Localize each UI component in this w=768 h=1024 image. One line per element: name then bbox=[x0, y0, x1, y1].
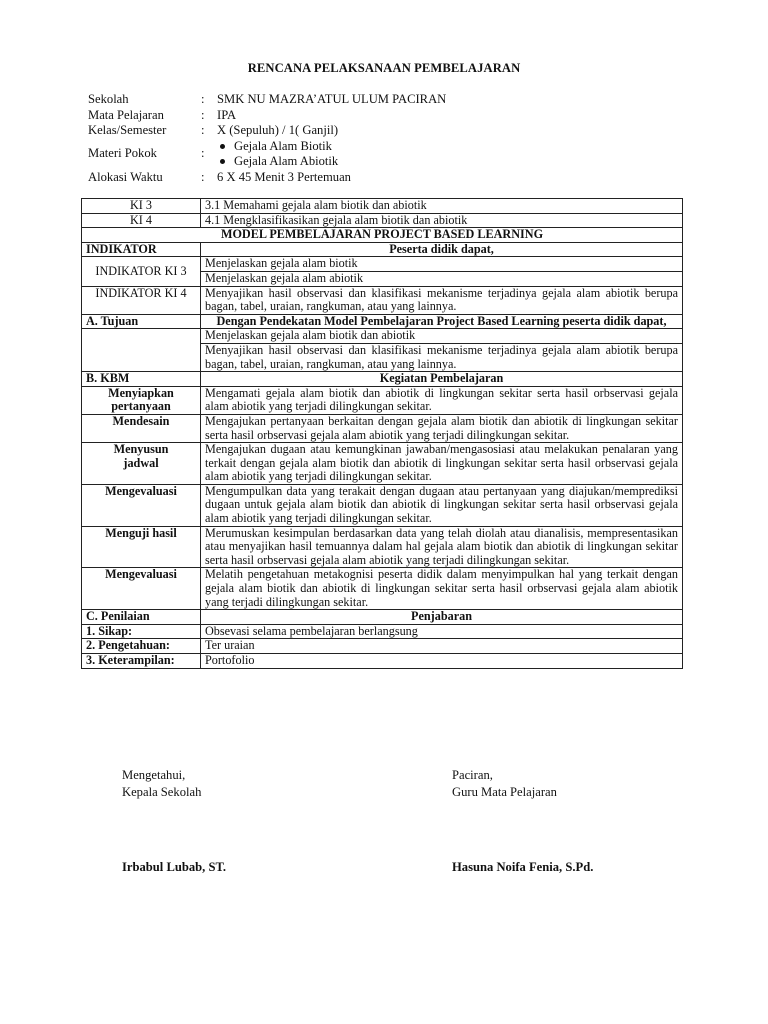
school-label: Sekolah bbox=[88, 92, 129, 106]
indikator-ki4-item: Menyajikan hasil observasi dan klasifikasi mekanisme terjadinya gejala alam abiotik berupa bagan, tabel, uraian, rangkuman, atau yang lainnya. bbox=[201, 286, 683, 314]
assessment-value: Ter uraian bbox=[201, 639, 683, 654]
colon: : bbox=[201, 92, 205, 106]
colon: : bbox=[201, 145, 205, 160]
colon: : bbox=[201, 107, 205, 122]
document-title: RENCANA PELAKSANAAN PEMBELAJARAN bbox=[247, 61, 521, 75]
assessment-value: Portofolio bbox=[201, 654, 683, 669]
kbm-step-row bbox=[82, 526, 683, 568]
kbm-step-row bbox=[82, 386, 683, 414]
class-label: Kelas/Semester bbox=[88, 123, 167, 137]
identity-block bbox=[88, 92, 688, 185]
kbm-header: Kegiatan Pembelajaran bbox=[201, 372, 683, 387]
colon: : bbox=[201, 123, 205, 137]
topic-row bbox=[88, 139, 688, 170]
penilaian-header-row bbox=[82, 610, 683, 625]
topic-list bbox=[219, 139, 338, 169]
class-value: X (Sepuluh) / 1( Ganjil) bbox=[217, 123, 339, 137]
kbm-step-text: Mengamati gejala alam biotik dan abiotik di lingkungan sekitar serta hasil orbservasi gejala alam abiotik yang terjadi dilingkungan sekitar. bbox=[201, 386, 683, 414]
assessment-row bbox=[82, 639, 683, 654]
class-row bbox=[88, 123, 688, 139]
time-value: 6 X 45 Menit 3 Pertemuan bbox=[217, 169, 351, 184]
teacher-title: Guru Mata Pelajaran bbox=[452, 785, 557, 799]
model-row bbox=[82, 228, 683, 243]
indikator-header-right: Peserta didik dapat, bbox=[201, 242, 683, 257]
indikator-ki4-label: INDIKATOR KI 4 bbox=[82, 286, 201, 314]
kbm-label: B. KBM bbox=[82, 372, 201, 387]
penilaian-header: Penjabaran bbox=[201, 610, 683, 625]
ki4-label: KI 4 bbox=[82, 213, 201, 228]
indikator-header: INDIKATOR bbox=[82, 242, 201, 257]
subject-value: IPA bbox=[217, 107, 237, 122]
kbm-header-row bbox=[82, 372, 683, 387]
topic-item: Gejala Alam Biotik bbox=[219, 139, 338, 154]
assessment-value: Obsevasi selama pembelajaran berlangsung bbox=[201, 624, 683, 639]
kbm-step-name: Menyusun jadwal bbox=[82, 443, 201, 485]
tujuan-item: Menjelaskan gejala alam biotik dan abiotik bbox=[201, 329, 683, 344]
kbm-step-text: Mengumpulkan data yang terakait dengan dugaan atau pertanyaan yang diajukan/memprediksi dugaan untuk gejala alam biotik dan abiotik di lingkungan sekitar serta hasil orbservasi gejala alam abiotik yang terjadi dilingkungan sekitar. bbox=[201, 484, 683, 526]
ki4-row bbox=[82, 213, 683, 228]
indikator-ki4-row bbox=[82, 286, 683, 314]
kbm-step-text: Merumuskan kesimpulan berdasarkan data yang telah diolah atau dianalisis, mempresentasikan atau menyajikan hasil temuannya dalam hal gejala alam biotik dan abiotik di lingkungan sekitar serta hasil orbservasi gejala alam abiotik yang terjadi dilingkungan sekitar. bbox=[201, 526, 683, 568]
colon: : bbox=[201, 169, 205, 184]
ki3-row bbox=[82, 199, 683, 214]
empty-cell bbox=[82, 329, 201, 372]
assessment-row bbox=[82, 624, 683, 639]
principal-name: Irbabul Lubab, ST. bbox=[122, 860, 227, 874]
tujuan-row bbox=[82, 329, 683, 344]
lesson-plan-table bbox=[81, 198, 683, 669]
indikator-ki3-item: Menjelaskan gejala alam biotik bbox=[201, 257, 683, 272]
kbm-step-row bbox=[82, 484, 683, 526]
ki3-value: 3.1 Memahami gejala alam biotik dan abiotik bbox=[201, 199, 683, 214]
penilaian-label: C. Penilaian bbox=[82, 610, 201, 625]
time-row bbox=[88, 170, 688, 186]
signature-left bbox=[122, 767, 201, 801]
place-label: Paciran, bbox=[452, 768, 493, 782]
kbm-step-row bbox=[82, 568, 683, 610]
indikator-header-row bbox=[82, 242, 683, 257]
assessment-label: 3. Keterampilan: bbox=[82, 654, 201, 669]
kbm-step-name: Menyiapkan pertanyaan bbox=[82, 386, 201, 414]
kbm-step-name: Mendesain bbox=[82, 414, 201, 442]
ki4-value: 4.1 Mengklasifikasikan gejala alam biotik dan abiotik bbox=[201, 213, 683, 228]
assessment-label: 1. Sikap: bbox=[82, 624, 201, 639]
assessment-label: 2. Pengetahuan: bbox=[82, 639, 201, 654]
kbm-step-name: Mengevaluasi bbox=[82, 568, 201, 610]
tujuan-item: Menyajikan hasil observasi dan klasifikasi mekanisme terjadinya gejala alam abiotik berupa bagan, tabel, uraian, rangkuman, atau yang lainnya. bbox=[201, 343, 683, 371]
kbm-step-row bbox=[82, 414, 683, 442]
kbm-step-row bbox=[82, 443, 683, 485]
tujuan-header: Dengan Pendekatan Model Pembelajaran Project Based Learning peserta didik dapat, bbox=[201, 314, 683, 329]
tujuan-header-row bbox=[82, 314, 683, 329]
subject-row bbox=[88, 108, 688, 124]
school-value: SMK NU MAZRA’ATUL ULUM PACIRAN bbox=[217, 92, 447, 106]
signature-right bbox=[452, 767, 557, 801]
assessment-row bbox=[82, 654, 683, 669]
model-title: MODEL PEMBELAJARAN PROJECT BASED LEARNING bbox=[82, 228, 683, 243]
kbm-step-name: Menguji hasil bbox=[82, 526, 201, 568]
indikator-ki3-item: Menjelaskan gejala alam abiotik bbox=[201, 271, 683, 286]
indikator-ki3-label: INDIKATOR KI 3 bbox=[82, 257, 201, 286]
teacher-name: Hasuna Noifa Fenia, S.Pd. bbox=[452, 860, 594, 874]
time-label: Alokasi Waktu bbox=[88, 169, 163, 184]
topic-label: Materi Pokok bbox=[88, 145, 157, 160]
kbm-step-text: Melatih pengetahuan metakognisi peserta didik dalam menyimpulkan hal yang terkait dengan gejala alam biotik dan abiotik di lingkungan sekitar serta hasil orbservasi gejala alam abiotik yang terjadi dilingkungan sekitar. bbox=[201, 568, 683, 610]
topic-item: Gejala Alam Abiotik bbox=[219, 154, 338, 169]
tujuan-label: A. Tujuan bbox=[82, 314, 201, 329]
indikator-ki3-row bbox=[82, 257, 683, 272]
kbm-step-name: Mengevaluasi bbox=[82, 484, 201, 526]
acknowledged-label: Mengetahui, bbox=[122, 768, 186, 782]
subject-label: Mata Pelajaran bbox=[88, 107, 164, 122]
principal-title: Kepala Sekolah bbox=[122, 785, 202, 799]
kbm-step-text: Mengajukan pertanyaan berkaitan dengan gejala alam biotik dan abiotik di lingkungan sekitar serta hasil orbservasi gejala alam abiotik yang terjadi dilingkungan sekitar. bbox=[201, 414, 683, 442]
school-row bbox=[88, 92, 688, 108]
kbm-step-text: Mengajukan dugaan atau kemungkinan jawaban/mengasosiasi atau melakukan penalaran yang terkait dengan gejala alam biotik dan abiotik di lingkungan sekitar serta hasil orbservasi gejala alam abiotik yang terjadi dilingkungan sekitar. bbox=[201, 443, 683, 485]
ki3-label: KI 3 bbox=[82, 199, 201, 214]
